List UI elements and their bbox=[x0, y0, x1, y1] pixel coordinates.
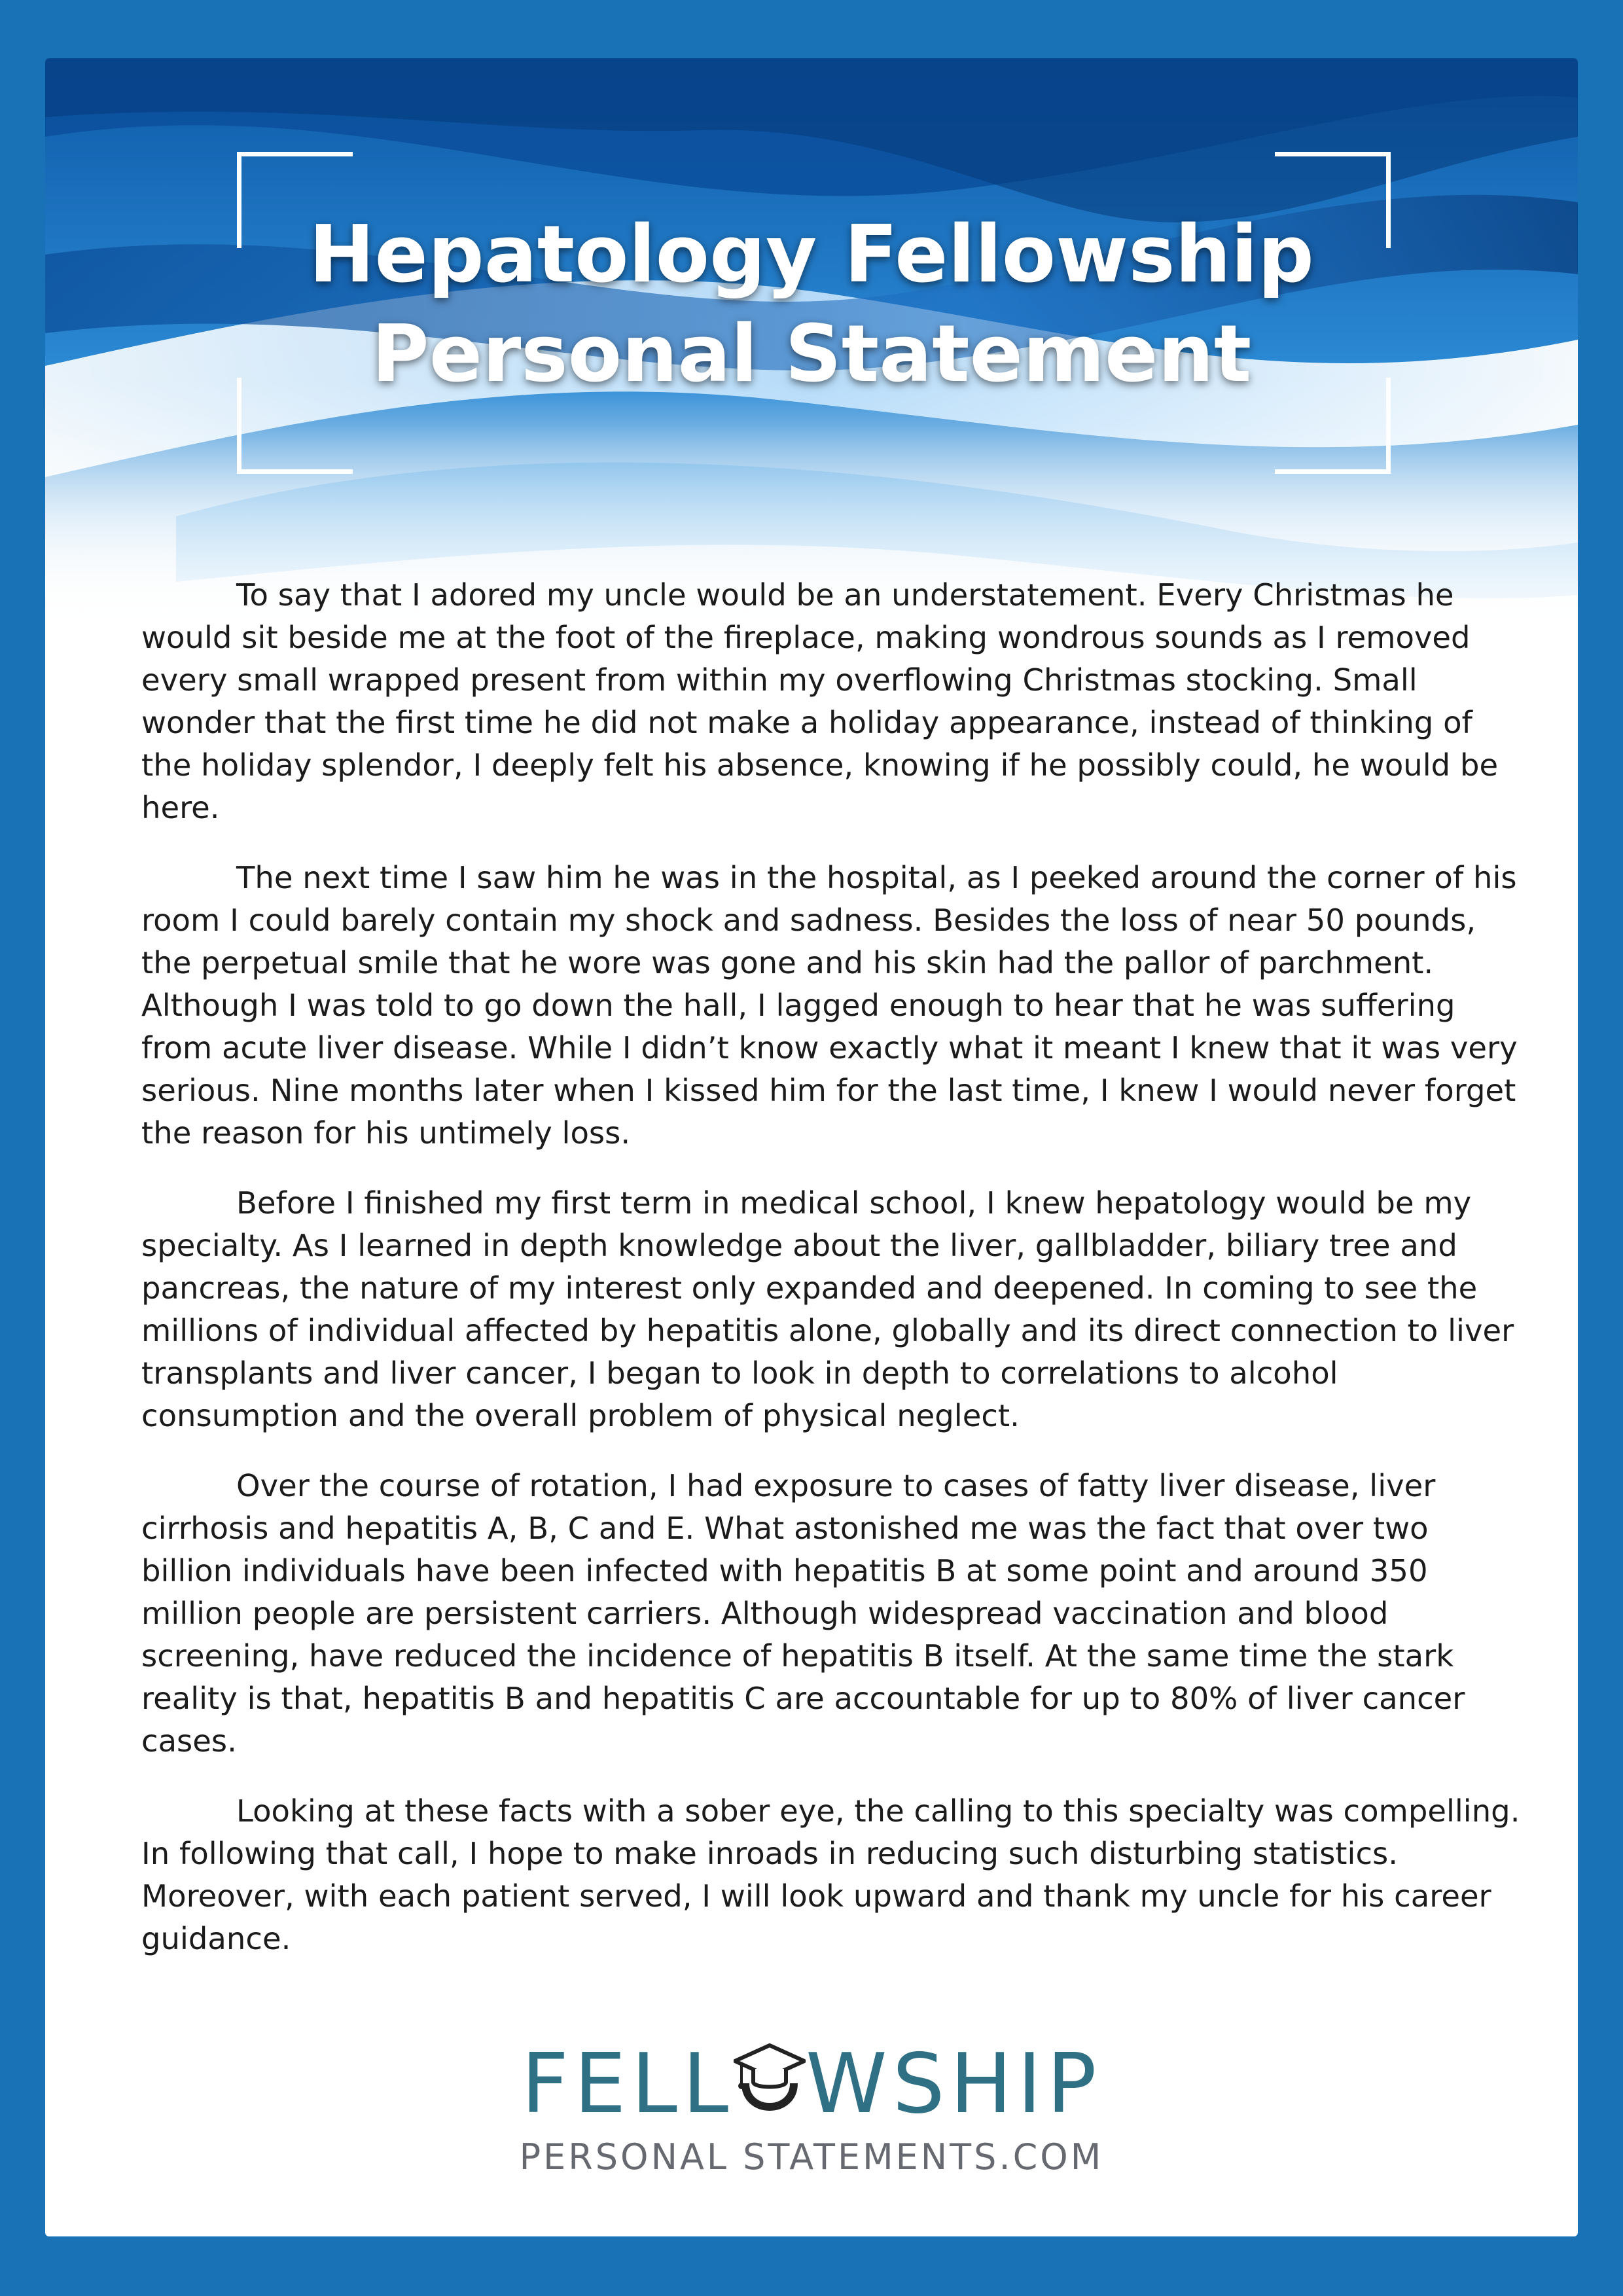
page-title bbox=[176, 206, 1447, 404]
title-line-2: Personal Statement bbox=[371, 309, 1252, 400]
header-banner bbox=[45, 58, 1578, 647]
logo-subtitle: PERSONAL STATEMENTS.COM bbox=[519, 2136, 1104, 2178]
paragraph-5: Looking at these facts with a sober eye, the calling to this specialty was compelling. In following that call, I hope to make inroads in reducing such disturbing statistics. Moreover, with each patient served, I will look upward and thank my uncle for his career guidance. bbox=[141, 1793, 1520, 1956]
paragraph-1: To say that I adored my uncle would be an understatement. Every Christmas he would sit beside me at the foot of the fireplace, making wondrous sounds as I removed every small wrapped present from within my overflowing Christmas stocking. Small wonder that the first time he did not make a holiday appearance, instead of thinking of the holiday splendor, I deeply felt his absence, knowing if he possibly could, he would be here. bbox=[141, 577, 1499, 825]
logo-text-left: FELL bbox=[521, 2036, 734, 2132]
statement-body bbox=[141, 574, 1522, 1988]
title-line-1: Hepatology Fellowship bbox=[309, 209, 1314, 300]
graduation-cap-icon bbox=[734, 2043, 806, 2121]
document-page bbox=[45, 58, 1578, 2236]
paragraph-3: Before I finished my first term in medical school, I knew hepatology would be my specialty. As I learned in depth knowledge about the liver, gallbladder, biliary tree and pancreas, the nature of my interest only expanded and deepened. In coming to see the millions of individual affected by hepatitis alone, globally and its direct connection to liver transplants and liver cancer, I began to look in depth to correlations to alcohol consumption and the overall problem of physical neglect. bbox=[141, 1185, 1514, 1433]
logo-wordmark bbox=[45, 2038, 1578, 2130]
logo-text-right: WSHIP bbox=[806, 2036, 1102, 2132]
site-logo bbox=[45, 2038, 1578, 2178]
paragraph-4: Over the course of rotation, I had exposure to cases of fatty liver disease, liver cirrhosis and hepatitis A, B, C and E. What astonished me was the fact that over two billion individuals have been infected with hepatitis B at some point and around 350 million people are persistent carriers. Although widespread vaccination and blood screening, have reduced the incidence of hepatitis B itself. At the same time the stark reality is that, hepatitis B and hepatitis C are accountable for up to 80% of liver cancer cases. bbox=[141, 1468, 1465, 1759]
paragraph-2: The next time I saw him he was in the hospital, as I peeked around the corner of his room I could barely contain my shock and sadness. Besides the loss of near 50 pounds, the perpetual smile that he wore was gone and his skin had the pallor of parchment. Although I was told to go down the hall, I lagged enough to hear that he was suffering from acute liver disease. While I didn’t know exactly what it meant I knew that it was very serious. Nine months later when I kissed him for the last time, I knew I would never forget the reason for his untimely loss. bbox=[141, 860, 1518, 1151]
